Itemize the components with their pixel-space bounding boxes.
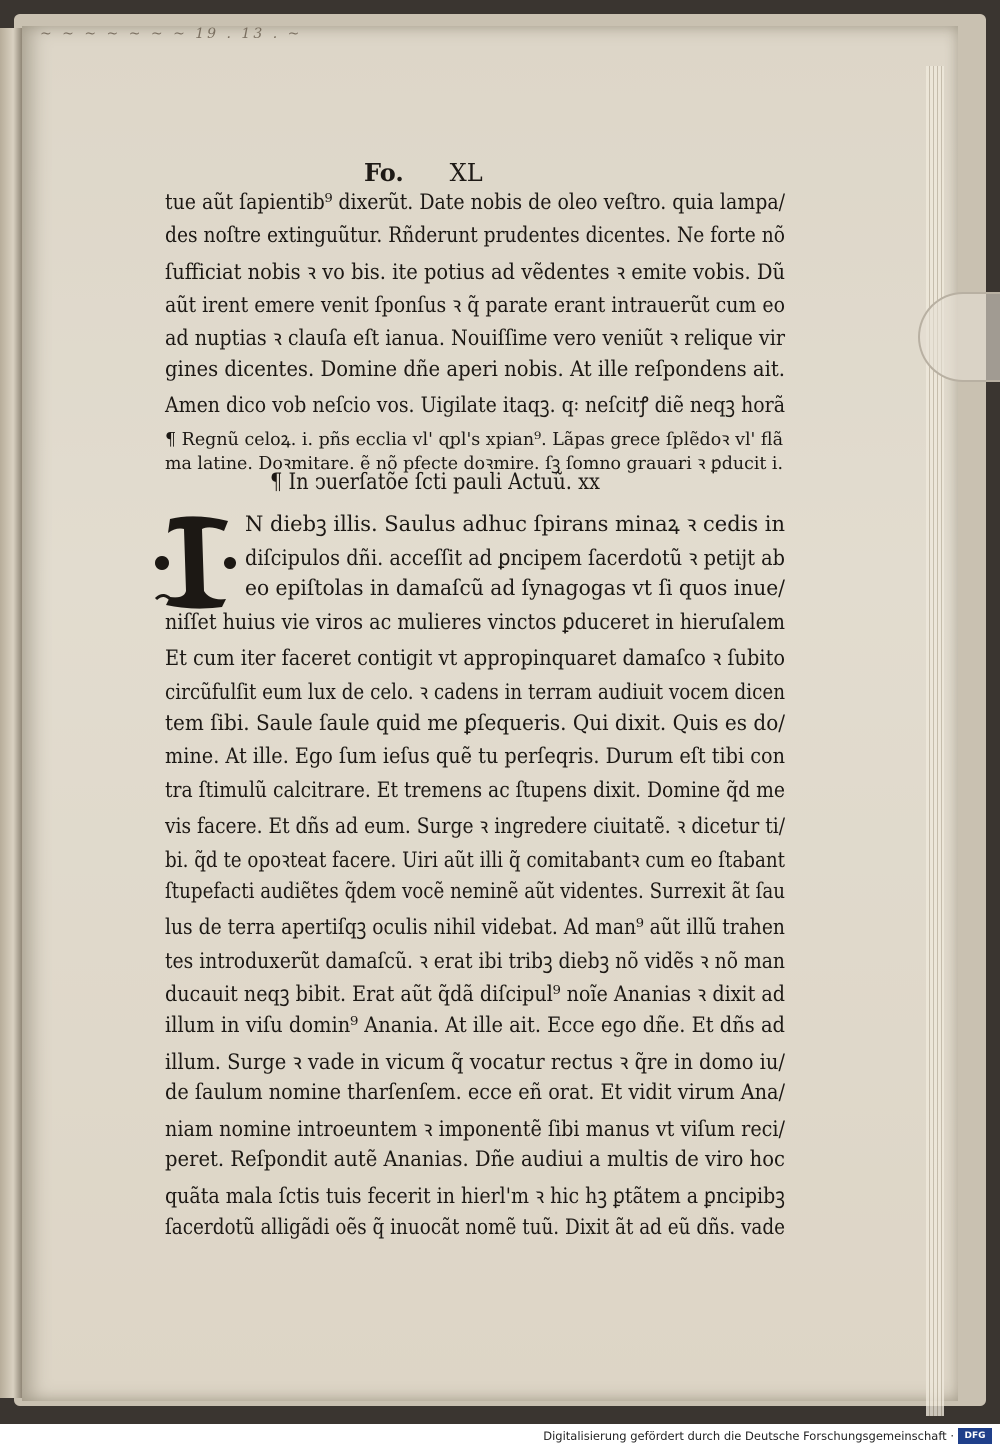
top-handwriting: ~ ~ ~ ~ ~ ~ ~ 19 . 13 . ~ xyxy=(40,26,303,42)
text-line: ad nuptias ꝛ clauſa eſt ianua. Nouiſſime vero veniũt ꝛ relique vir xyxy=(165,326,785,352)
text-line: illum in viſu domin⁹ Anania. At ille ait. Ecce ego dñe. Et dñs ad xyxy=(165,1013,785,1038)
text-line: peret. Reſpondit autẽ Ananias. Dñe audiui a multis de viro hoc xyxy=(165,1147,785,1173)
text-line: ducauit neqꝫ bibit. Erat aũt q̃dã diſcipul⁹ noĩe Ananias ꝛ dixit ad xyxy=(165,982,785,1008)
text-line: quãta mala ſctis tuis fecerit in hierl'm ꝛ hic hꝫ ꝑtãtem a ꝑncipibꝫ xyxy=(165,1184,785,1209)
text-line: ſufficiat nobis ꝛ vo bis. ite potius ad vẽdentes ꝛ emite vobis. Dũ xyxy=(165,259,785,285)
text-block xyxy=(165,0,795,1424)
dfg-logo: DFG xyxy=(958,1428,992,1444)
text-line: Et cum iter faceret contigit vt appropinquaret damaſco ꝛ ſubito xyxy=(165,646,785,672)
text-line: ma latine. Doꝛmitare. ẽ nõ pfecte doꝛmire. ſꝫ ſomno grauari ꝛ ꝑducit i. xyxy=(165,453,783,474)
text-line: ſtupefacti audiẽtes q̃dem vocẽ neminẽ aũt videntes. Surrexit ãt ſau xyxy=(165,878,785,904)
text-line: gines dicentes. Domine dñe aperi nobis. At ille reſpondens ait. xyxy=(165,356,785,382)
section-heading: ¶ In ↄuerſatõe ſcti pauli Actuũ. xx xyxy=(270,470,600,495)
text-line: tue aũt ſapientib⁹ dixerũt. Date nobis de oleo veſtro. quia lampa/ xyxy=(165,190,785,215)
page-clip xyxy=(918,292,1000,382)
text-line: illum. Surge ꝛ vade in vicum q̃ vocatur rectus ꝛ q̃re in domo iu/ xyxy=(165,1049,785,1075)
text-line: de ſaulum nomine tharſenſem. ecce eñ orat. Et vidit virum Ana/ xyxy=(165,1080,785,1106)
text-line: vis facere. Et dñs ad eum. Surge ꝛ ingredere ciuitatẽ. ꝛ dicetur ti/ xyxy=(165,814,785,840)
text-line: Amen dico vob neſcio vos. Uigilate itaqꝫ. q꞉ neſcitꝭ diẽ neqꝫ horã xyxy=(165,392,785,418)
text-line: diſcipulos dñi. acceſſit ad ꝑncipem ſacerdotũ ꝛ petijt ab xyxy=(245,545,785,571)
text-line: N diebꝫ illis. Saulus adhuc ſpirans minaꝝ ꝛ cedis in xyxy=(245,512,785,537)
footer-bar xyxy=(0,1424,1000,1448)
text-line: ſacerdotũ alligãdi oẽs q̃ inuocãt nomẽ tuũ. Dixit ãt ad eũ dñs. vade xyxy=(165,1214,785,1240)
text-line: niam nomine introeuntem ꝛ imponentẽ ſibi manus vt viſum reci/ xyxy=(165,1116,785,1142)
left-page-edge xyxy=(0,28,22,1398)
folio-number: XL xyxy=(449,159,483,187)
footer-credit: Digitalisierung gefördert durch die Deutsche Forschungsgemeinschaft · xyxy=(543,1429,954,1443)
page-edges xyxy=(926,66,944,1416)
folio-prefix: Fo. xyxy=(364,158,404,187)
text-line: niſſet huius vie viros ac mulieres vinctos ꝑduceret in hieruſalem xyxy=(165,609,785,635)
text-line: lus de terra apertiſqꝫ oculis nihil videbat. Ad man⁹ aũt illũ trahen xyxy=(165,915,785,941)
text-line: aũt irent emere venit ſponſus ꝛ q̃ parate erant intrauerũt cum eo xyxy=(165,292,785,318)
text-line: tes introduxerũt damaſcũ. ꝛ erat ibi tribꝫ diebꝫ nõ vidẽs ꝛ nõ man xyxy=(165,948,785,974)
text-line: tem ſibi. Saule ſaule quid me ꝑſequeris. Qui dixit. Quis es do/ xyxy=(165,710,785,736)
initial-letter: I xyxy=(195,571,196,572)
text-line: mine. At ille. Ego ſum ieſus quẽ tu perſeqris. Durum eſt tibi con xyxy=(165,744,785,770)
text-line: eo epiſtolas in damaſcũ ad ſynagogas vt ſi quos inue/ xyxy=(245,576,785,602)
text-line: bi. q̃d te opoꝛteat facere. Uiri aũt illi q̃ comitabantꝛ cum eo ſtabant xyxy=(165,848,785,873)
text-line: circũfulſit eum lux de celo. ꝛ cadens in terram audiuit vocem dicen xyxy=(165,680,785,705)
text-line: tra ſtimulũ calcitrare. Et tremens ac ſtupens dixit. Domine q̃d me xyxy=(165,777,785,803)
text-line: des noſtre extinguũtur. Rñderunt prudentes dicentes. Ne forte nõ xyxy=(165,223,785,249)
text-line: ¶ Regnũ celoꝝ. i. pñs ecclia vl' ɋpl's xpian⁹. Lãpas grece ſplẽdoꝛ vl' flã xyxy=(165,429,783,450)
